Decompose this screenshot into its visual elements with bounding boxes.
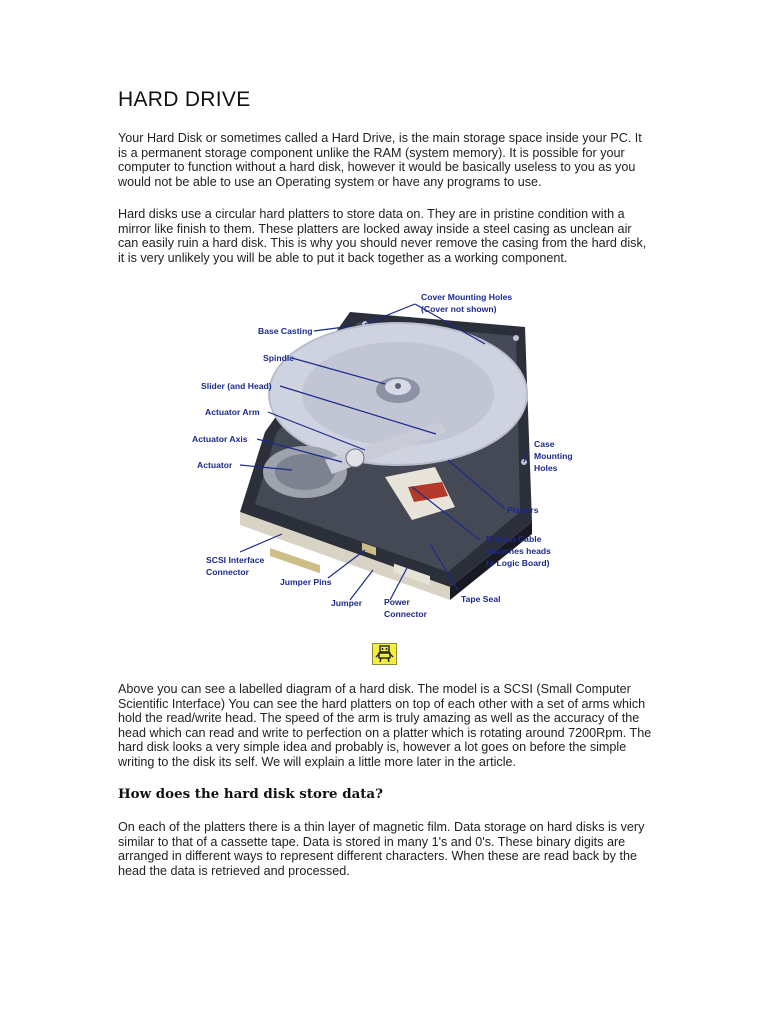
robot-icon[interactable] <box>372 643 397 665</box>
hard-drive-diagram <box>180 282 590 622</box>
label-slider: Slider (and Head) <box>201 381 272 391</box>
label-ribbon-board: to Logic Board) <box>486 558 550 568</box>
label-case-holes-end: Holes <box>534 463 558 473</box>
label-case-mounting: Mounting <box>534 451 573 461</box>
label-scsi-connector: Connector <box>206 567 249 577</box>
label-platters: Platters <box>507 505 539 515</box>
label-tape-seal: Tape Seal <box>461 594 501 604</box>
page-title: HARD DRIVE <box>118 88 251 111</box>
intro-paragraph: Your Hard Disk or sometimes called a Hard Drive, is the main storage space inside your PC. It is a permanent storage component unlike the RAM (system memory). It is possible for your computer to function without a hard disk, however it would be basically useless to you as you would not be able to use an Operating system or have any programs to use. <box>118 131 642 189</box>
label-actuator-axis: Actuator Axis <box>192 434 248 444</box>
label-power-connector: Connector <box>384 609 427 619</box>
label-jumper-pins: Jumper Pins <box>280 577 332 587</box>
label-base-casting: Base Casting <box>258 326 313 336</box>
label-ribbon-heads: (attaches heads <box>486 546 551 556</box>
label-actuator-arm: Actuator Arm <box>205 407 260 417</box>
label-spindle: Spindle <box>263 353 295 363</box>
label-cover-not-shown: (Cover not shown) <box>421 304 497 314</box>
label-jumper: Jumper <box>331 598 363 608</box>
storage-paragraph: On each of the platters there is a thin layer of magnetic film. Data storage on hard disks is very similar to that of a cassette tape. Data is stored in many 1's and 0's. These binary digits are arranged in different ways to represent different characters. When these are read back by the head the data is retrieved and processed. <box>118 820 645 878</box>
label-case-holes: Case <box>534 439 555 449</box>
platters-paragraph: Hard disks use a circular hard platters to store data on. They are in pristine condition with a mirror like finish to them. These platters are locked away inside a steel casing as unclean air can easily ruin a hard disk. This is why you should never remove the casing from the hard disk, it is very unlikely you will be able to put it back together as a working component. <box>118 207 647 265</box>
label-actuator: Actuator <box>197 460 233 470</box>
diagram-description-paragraph: Above you can see a labelled diagram of a hard disk. The model is a SCSI (Small Computer Scientific Interface) You can see the hard platters on top of each other with a set of arms which hold the read/write head. The speed of the arm is truly amazing as well as the accuracy of the head which can read and write to perfection on a platter which is rotating around 7200Rpm. The hard disk looks a very simple idea and probably is, however a lot goes on before the simple writing to the disk its self. We will explain a little more later in the article. <box>118 682 652 769</box>
label-cover-holes: Cover Mounting Holes <box>421 292 513 302</box>
section-heading: How does the hard disk store data? <box>118 786 383 802</box>
label-ribbon-cable: Ribbon Cable <box>486 534 542 544</box>
label-power: Power <box>384 597 410 607</box>
label-scsi-interface: SCSI Interface <box>206 555 265 565</box>
